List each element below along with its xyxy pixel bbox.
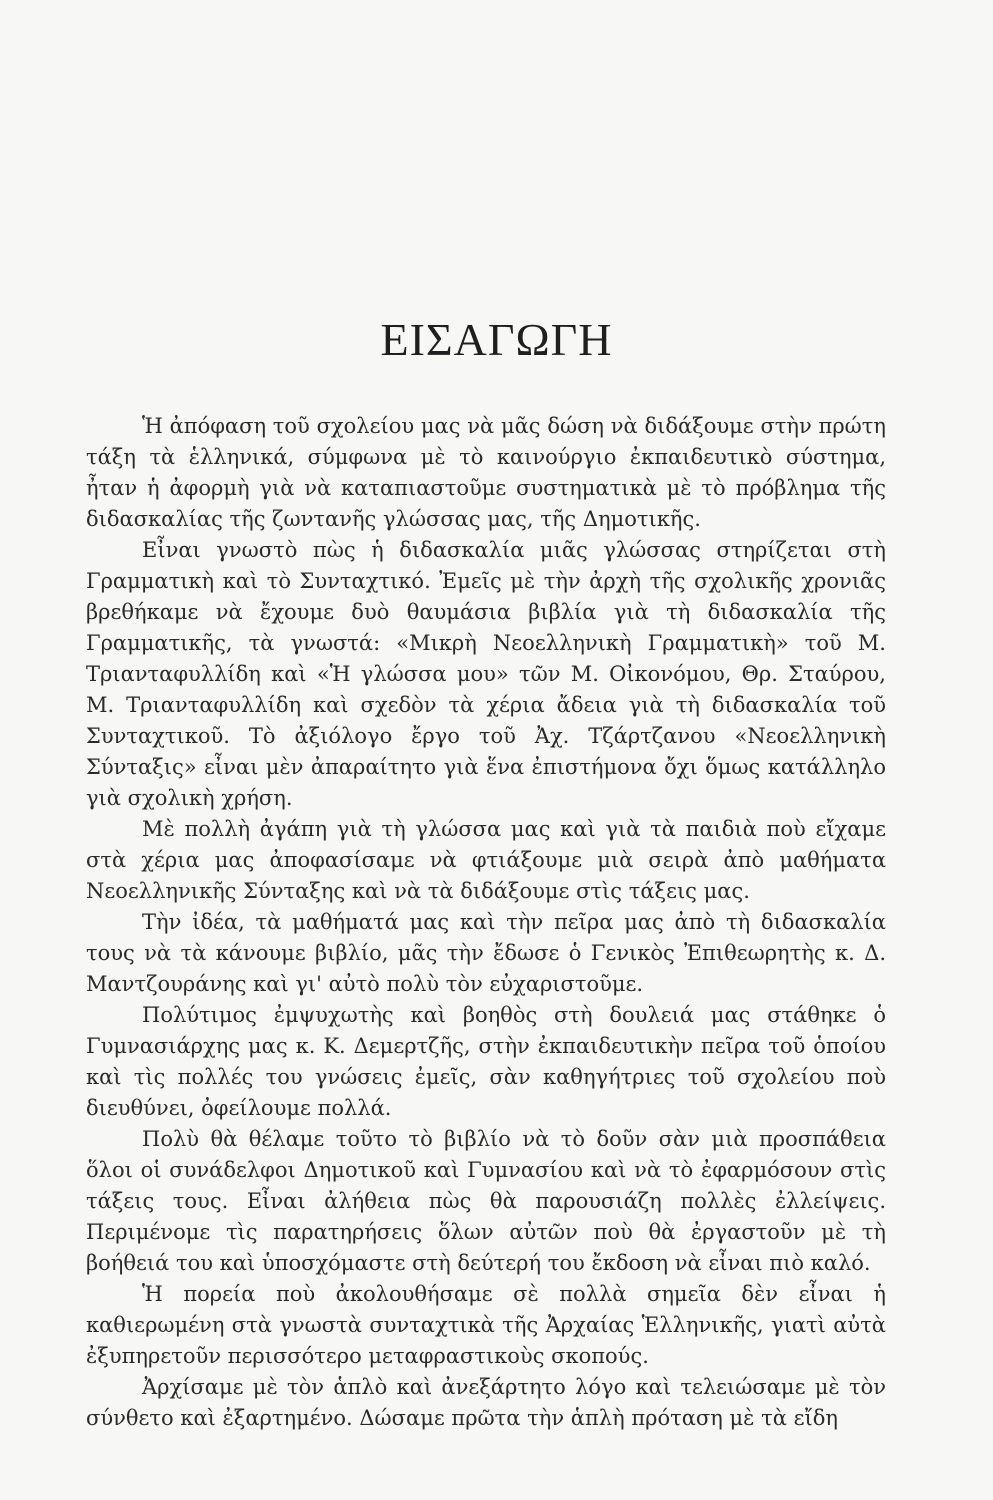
paragraph-7: Ἡ πορεία ποὺ ἀκολουθήσαμε σὲ πολλὰ σημεῖα δὲν εἶναι ἡ καθιερωμένη στὰ γνωστὰ συνταχτικὰ τῆς Ἀρχαίας Ἑλληνικῆς, γιατὶ αὐτὰ ἐξυπηρετοῦν περισσότερο μεταφραστικοὺς σκοπούς. — [86, 1282, 886, 1368]
paragraph-6: Πολὺ θὰ θέλαμε τοῦτο τὸ βιβλίο νὰ τὸ δοῦν σὰν μιὰ προσπάθεια ὅλοι οἱ συνάδελφοι Δημοτικοῦ καὶ Γυμνασίου καὶ νὰ τὸ ἐφαρμόσουν στὶς τάξεις τους. Εἶναι ἀλήθεια πὼς θὰ παρουσιάζη πολλὲς ἐλλείψεις. Περιμένομε τὶς παρατηρήσεις ὅλων αὐτῶν ποὺ θὰ ἐργαστοῦν μὲ τὴ βοήθειά του καὶ ὑποσχόμαστε στὴ δεύτερή του ἔκδοση νὰ εἶναι πιὸ καλό. — [86, 1127, 886, 1275]
paragraph-8: Ἀρχίσαμε μὲ τὸν ἁπλὸ καὶ ἀνεξάρτητο λόγο καὶ τελειώσαμε μὲ τὸν σύνθετο καὶ ἐξαρτημένο. Δώσαμε πρῶτα τὴν ἁπλὴ πρόταση μὲ τὰ εἴδη — [86, 1375, 886, 1430]
body-text — [86, 411, 886, 1434]
paragraph-2: Εἶναι γνωστὸ πὼς ἡ διδασκαλία μιᾶς γλώσσας στηρίζεται στὴ Γραμματικὴ καὶ τὸ Συνταχτικό. Ἐμεῖς μὲ τὴν ἀρχὴ τῆς σχολικῆς χρονιᾶς βρεθήκαμε νὰ ἔχουμε δυὸ θαυμάσια βιβλία γιὰ τὴ διδασκαλία τῆς Γραμματικῆς, τὰ γνωστά: «Μικρὴ Νεοελληνικὴ Γραμματικὴ» τοῦ Μ. Τριανταφυλλίδη καὶ «Ἡ γλώσσα μου» τῶν Μ. Οἰκονόμου, Θρ. Σταύρου, Μ. Τριανταφυλλίδη καὶ σχεδὸν τὰ χέρια ἄδεια γιὰ τὴ διδασκαλία τοῦ Συνταχτικοῦ. Τὸ ἀξιόλογο ἔργο τοῦ Ἀχ. Τζάρτζανου «Νεοελληνικὴ Σύνταξις» εἶναι μὲν ἀπαραίτητο γιὰ ἕνα ἐπιστήμονα ὄχι ὅμως κατάλληλο γιὰ σχολικὴ χρήση. — [86, 538, 886, 810]
paragraph-3: Μὲ πολλὴ ἀγάπη γιὰ τὴ γλώσσα μας καὶ γιὰ τὰ παιδιὰ ποὺ εἴχαμε στὰ χέρια μας ἀποφασίσαμε νὰ φτιάξουμε μιὰ σειρὰ ἀπὸ μαθήματα Νεοελληνικῆς Σύνταξης καὶ νὰ τὰ διδάξουμε στὶς τάξεις μας. — [86, 817, 886, 903]
paragraph-5: Πολύτιμος ἐμψυχωτὴς καὶ βοηθὸς στὴ δουλειά μας στάθηκε ὁ Γυμνασιάρχης μας κ. Κ. Δεμερτζῆς, στὴν ἐκπαιδευτικὴν πεῖρα τοῦ ὁποίου καὶ τὶς πολλές του γνώσεις ἐμεῖς, σὰν καθηγήτριες τοῦ σχολείου ποὺ διευθύνει, ὀφείλουμε πολλά. — [86, 1003, 886, 1120]
paragraph-4: Τὴν ἰδέα, τὰ μαθήματά μας καὶ τὴν πεῖρα μας ἀπὸ τὴ διδασκαλία τους νὰ τὰ κάνουμε βιβλίο, μᾶς τὴν ἔδωσε ὁ Γενικὸς Ἐπιθεωρητὴς κ. Δ. Μαντζουράνης καὶ γι' αὐτὸ πολὺ τὸν εὐχαριστοῦμε. — [86, 910, 886, 996]
paragraph-1: Ἡ ἀπόφαση τοῦ σχολείου μας νὰ μᾶς δώση νὰ διδάξουμε στὴν πρώτη τάξη τὰ ἑλληνικά, σύμφωνα μὲ τὸ καινούργιο ἐκπαιδευτικὸ σύστημα, ἦταν ἡ ἀφορμὴ γιὰ νὰ καταπιαστοῦμε συστηματικὰ μὲ τὸ πρόβλημα τῆς διδασκαλίας τῆς ζωντανῆς γλώσσας μας, τῆς Δημοτικῆς. — [86, 414, 886, 531]
chapter-title: ΕΙΣΑΓΩΓΗ — [380, 314, 613, 365]
